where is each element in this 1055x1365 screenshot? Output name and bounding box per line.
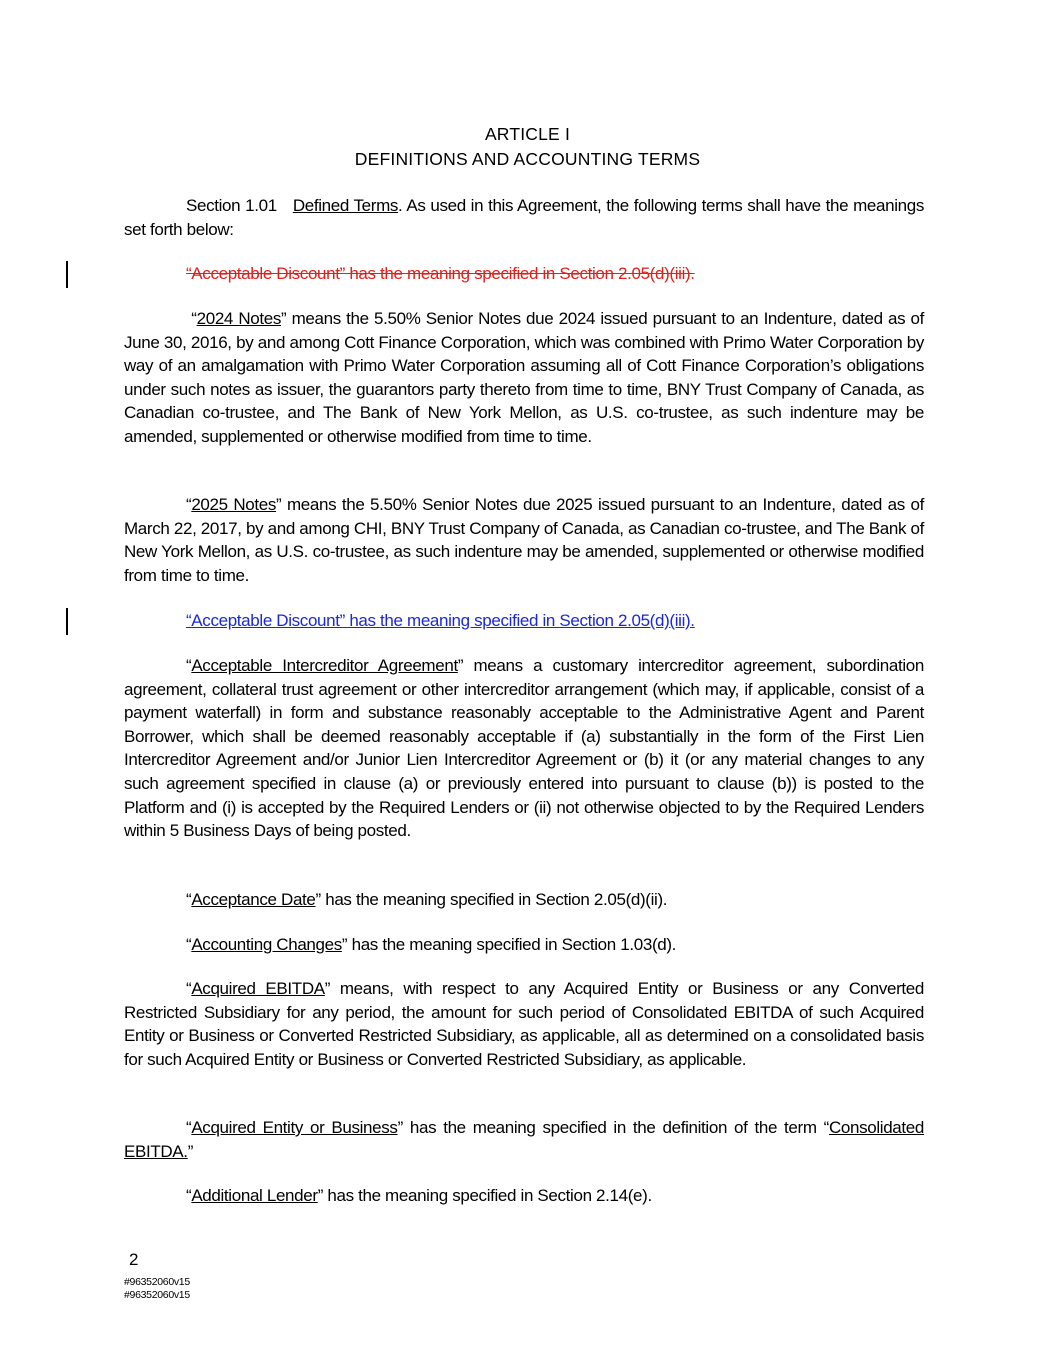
definition-text: ” means, with respect to any Acquired Entity or Business or any Converted Restricted Subsidiary for any period, the amount for such period of Consolidated EBITDA of such Acquired Entity or Business or Converted Restricted Subsidiary, as applicable, all as determined on a consolidated basis for such Acquired Entity or Business or Converted Restricted Subsidiary, as applicable. [124,979,924,1069]
cross-reference: Consolidated EBITDA. [124,1118,924,1161]
definition-acquired-entity: “Acquired Entity or Business” has the meaning specified in the definition of the term “Consolidated EBITDA.” [124,1118,924,1161]
defined-term: 2024 Notes [196,309,281,328]
defined-term: Accounting Changes [191,935,342,954]
defined-term: Acceptance Date [191,890,316,909]
closing-quote: ” [187,1141,193,1161]
definition-text: ” has the meaning specified in Section 2.05(d)(ii). [315,890,668,909]
definition-acceptable-discount-deleted [124,262,924,286]
page-number: 2 [129,1250,139,1269]
definition-text: ” means the 5.50% Senior Notes due 2024 issued pursuant to an Indenture, dated as of June 30, 2016, by and among Cott Finance Corporation, which was combined with Primo Water Corporation by way of an amalgamation with Primo Water Corporation assuming all of Cott Finance Corporation’s obligations under such notes as issuer, the guarantors party thereto from time to time, BNY Trust Company of Canada, as Canadian co-trustee, and The Bank of New York Mellon, as U.S. co-trustee, as such indenture may be amended, supplemented or otherwise modified from time to time. [124,309,925,446]
definition-2024-notes: “2024 Notes” means the 5.50% Senior Notes due 2024 issued pursuant to an Indenture, dated as of June 30, 2016, by and among Cott Finance Corporation, which was combined with Primo Water Corporation by way of an amalgamation with Primo Water Corporation assuming all of Cott Finance Corporation’s obligations under such notes as issuer, the guarantors party thereto from time to time, BNY Trust Company of Canada, as Canadian co-trustee, and The Bank of New York Mellon, as U.S. co-trustee, as such indenture may be amended, supplemented or otherwise modified from time to time. [124,309,925,446]
definition-acquired-ebitda: “Acquired EBITDA” means, with respect to any Acquired Entity or Business or any Converted Restricted Subsidiary for any period, the amount for such period of Consolidated EBITDA of such Acquired Entity or Business or Converted Restricted Subsidiary, as applicable, all as determined on a consolidated basis for such Acquired Entity or Business or Converted Restricted Subsidiary, as applicable. [124,979,924,1069]
definition-acceptable-discount-inserted [124,609,924,633]
defined-term: 2025 Notes [191,495,277,514]
section-number: Section 1.01 [186,196,277,215]
section-intro [124,194,924,241]
defined-term: Acceptable Intercreditor Agreement [191,656,458,675]
article-subtitle: DEFINITIONS AND ACCOUNTING TERMS [354,149,701,169]
definition-text: ” means a customary intercreditor agreement, subordination agreement, collateral trust agreement or other intercreditor arrangement (which may, if applicable, consist of a payment waterfall) in form and substance reasonably acceptable to the Administrative Agent and Parent Borrower, which shall be deemed reasonably acceptable if (a) substantially in the form of the First Lien Intercreditor Agreement and/or Junior Lien Intercreditor Agreement or (b) it (or any material changes to any such agreement specified in clause (a) or previously entered into pursuant to clause (b)) is posted to the Platform and (i) is accepted by the Required Lenders or (ii) not otherwise objected to by the Required Lenders within 5 Business Days of being posted. [124,656,924,841]
section-intro-text: . As used in this Agreement, the following terms shall have the meanings set forth below: [124,196,924,239]
definition-text: ” means the 5.50% Senior Notes due 2025 issued pursuant to an Indenture, dated as of March 22, 2017, by and among CHI, BNY Trust Company of Canada, as Canadian co-trustee, and The Bank of New York Mellon, as U.S. co-trustee, as such indenture may be amended, supplemented or otherwise modified from time to time. [124,495,924,585]
change-bar [66,261,68,288]
definition-2025-notes: “2025 Notes” means the 5.50% Senior Notes due 2025 issued pursuant to an Indenture, dated as of March 22, 2017, by and among CHI, BNY Trust Company of Canada, as Canadian co-trustee, and The Bank of New York Mellon, as U.S. co-trustee, as such indenture may be amended, supplemented or otherwise modified from time to time. [124,495,924,585]
defined-term: Acquired Entity or Business [191,1118,398,1137]
definition-text: ” has the meaning specified in Section 1.03(d). [341,935,677,954]
defined-term: Acquired EBITDA [191,979,325,998]
change-bar [66,608,68,635]
document-id: #96352060v15 [124,1289,190,1301]
definition-additional-lender: “Additional Lender” has the meaning specified in Section 2.14(e). [186,1186,652,1205]
defined-term: Additional Lender [191,1186,318,1205]
definition-text: ” has the meaning specified in Section 2.14(e). [317,1186,652,1205]
document-id: #96352060v15 [124,1276,190,1288]
definition-accounting-changes: “Accounting Changes” has the meaning specified in Section 1.03(d). [186,935,677,954]
inserted-text: “Acceptable Discount” has the meaning specified in Section 2.05(d)(iii). [186,611,695,630]
definition-text: ” has the meaning specified in the definition of the term “ [397,1118,829,1137]
article-title: ARTICLE I [484,124,571,144]
section-heading: Defined Terms [292,196,399,215]
definition-acceptance-date: “Acceptance Date” has the meaning specified in Section 2.05(d)(ii). [186,890,668,909]
definition-acceptable-intercreditor: “Acceptable Intercreditor Agreement” means a customary intercreditor agreement, subordination agreement, collateral trust agreement or other intercreditor arrangement (which may, if applicable, consist of a payment waterfall) in form and substance reasonably acceptable to the Administrative Agent and Parent Borrower, which shall be deemed reasonably acceptable if (a) substantially in the form of the First Lien Intercreditor Agreement and/or Junior Lien Intercreditor Agreement or (b) it (or any material changes to any such agreement specified in clause (a) or previously entered into pursuant to clause (b)) is posted to the Platform and (i) is accepted by the Required Lenders or (ii) not otherwise objected to by the Required Lenders within 5 Business Days of being posted. [124,656,924,841]
deleted-text: “Acceptable Discount” has the meaning specified in Section 2.05(d)(iii). [186,264,695,283]
